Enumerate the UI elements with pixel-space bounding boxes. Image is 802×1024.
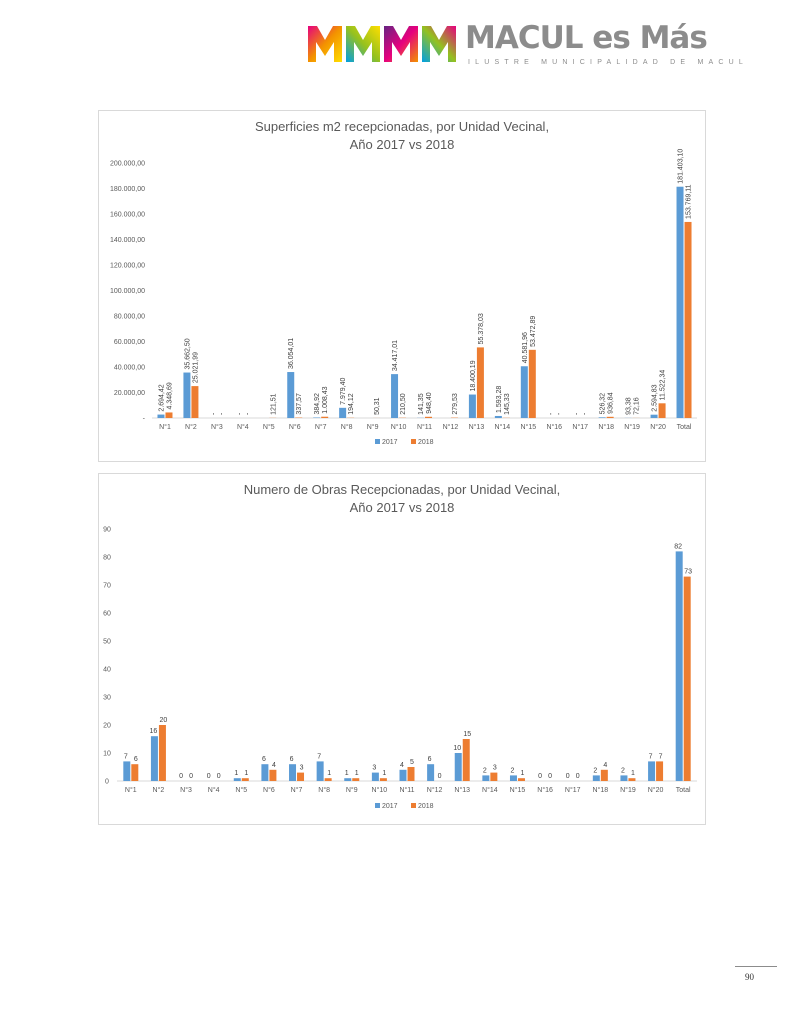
data-label-2018-N°18: 4 <box>603 761 608 769</box>
bar-2018-N°7 <box>321 417 328 418</box>
data-label-2018-N°18: 936,84 <box>607 392 615 414</box>
data-label-2018-N°12: 279,53 <box>451 393 459 415</box>
bar-2017-N°10 <box>391 374 398 418</box>
data-label-2018-N°9: 1 <box>354 770 359 778</box>
data-label-2017-N°20: 2.594,83 <box>651 384 659 412</box>
data-label-2018-N°19: 72,16 <box>633 397 641 415</box>
chart-obras <box>98 473 706 825</box>
bar-2017-N°13 <box>455 753 462 781</box>
data-label-2017-N°5: 1 <box>234 770 239 778</box>
chart-title: Superficies m2 recepcionadas, por Unidad Vecinal, <box>254 119 550 134</box>
data-label-2017-N°16: - <box>547 412 555 415</box>
data-label-2017-N°7: 384,92 <box>314 393 322 415</box>
y-tick-label: 120.000,00 <box>109 262 145 270</box>
bar-2017-N°11 <box>400 770 407 781</box>
bar-2018-N°15 <box>529 350 536 418</box>
x-tick-label: N°10 <box>390 424 407 431</box>
data-label-2017-N°3: 0 <box>179 773 184 780</box>
x-tick-label: N°5 <box>262 424 275 431</box>
x-tick-label: N°15 <box>509 787 526 794</box>
y-tick-label: 10 <box>103 750 111 758</box>
data-label-2018-N°16: 0 <box>548 773 553 780</box>
bar-2018-N°18 <box>607 417 614 418</box>
data-label-2018-N°12: 0 <box>437 773 442 780</box>
x-tick-label: N°13 <box>468 424 485 431</box>
y-tick-label: 60 <box>103 610 111 618</box>
x-tick-label: N°7 <box>290 787 303 794</box>
data-label-2018-N°10: 210,50 <box>400 393 408 415</box>
data-label-2017-N°18: 526,32 <box>599 392 607 415</box>
x-tick-label: N°20 <box>650 424 666 431</box>
y-tick-label: 180.000,00 <box>109 186 145 193</box>
chart-superficies <box>98 110 706 462</box>
bar-2018-N°9 <box>352 778 359 781</box>
bar-2018-N°20 <box>659 403 666 418</box>
x-tick-label: N°2 <box>152 787 165 794</box>
chart-superficies-svg <box>99 111 705 461</box>
bar-2018-N°15 <box>518 778 525 781</box>
x-tick-label: N°17 <box>572 424 589 431</box>
data-label-2017-N°1: 7 <box>123 753 128 761</box>
data-label-2018-N°10: 1 <box>382 770 387 778</box>
bar-2017-N°20 <box>648 761 655 781</box>
data-label-2018-N°15: 53.472,89 <box>529 315 537 347</box>
x-tick-label: N°14 <box>494 424 511 431</box>
data-label-2017-N°7: 6 <box>289 756 294 764</box>
bar-2017-N°10 <box>372 773 379 781</box>
bar-2017-N°14 <box>482 775 489 781</box>
bar-2017-N°15 <box>521 366 528 418</box>
x-tick-label: N°9 <box>345 787 358 794</box>
x-tick-label: N°11 <box>399 787 415 794</box>
x-tick-label: N°17 <box>564 787 581 794</box>
x-tick-label: N°6 <box>263 787 275 794</box>
data-label-2017-N°10: 34.417,01 <box>392 339 400 372</box>
data-label-2017-N°13: 18.400,19 <box>469 360 477 392</box>
bar-2018-N°13 <box>477 347 484 418</box>
data-label-2018-N°20: 11.522,34 <box>659 369 667 401</box>
data-label-2017-N°15: 40.581,96 <box>521 332 529 364</box>
y-tick-label: 30 <box>103 694 111 702</box>
data-label-2018-N°5: 121,51 <box>270 393 278 415</box>
bar-2018-N°2 <box>191 386 198 418</box>
bar-2017-N°6 <box>261 764 268 781</box>
bar-2017-N°2 <box>183 373 190 418</box>
x-tick-label: N°12 <box>426 787 443 794</box>
x-tick-label: N°11 <box>416 424 433 431</box>
x-tick-label: N°3 <box>180 787 192 794</box>
bar-2018-N°11 <box>425 417 432 418</box>
x-tick-label: N°1 <box>124 787 137 794</box>
data-label-2017-N°4: 0 <box>206 773 211 780</box>
bar-2018-N°6 <box>269 770 276 781</box>
bar-2018-N°1 <box>165 412 172 418</box>
data-label-2017-N°17: - <box>573 412 581 415</box>
header-logo <box>308 20 748 72</box>
legend-label-2018: 2018 <box>418 439 434 446</box>
y-tick-label: 50 <box>103 638 111 646</box>
data-label-2018-N°4: - <box>244 412 252 415</box>
y-tick-label: 40 <box>103 666 111 674</box>
data-label-2018-N°19: 1 <box>630 770 635 778</box>
legend-label-2017: 2017 <box>382 439 398 446</box>
x-tick-label: N°7 <box>314 424 327 431</box>
data-label-2018-N°11: 948,40 <box>426 392 433 414</box>
data-label-2018-N°20: 7 <box>658 753 663 761</box>
data-label-2017-N°14: 2 <box>482 767 487 775</box>
x-tick-label: N°14 <box>482 787 498 794</box>
data-label-2018-N°14: 145,33 <box>503 393 511 415</box>
legend-label-2017: 2017 <box>382 803 398 810</box>
bar-2017-N°15 <box>510 775 517 781</box>
y-tick-label: 160.000,00 <box>109 211 145 219</box>
y-tick-label: 140.000,00 <box>109 237 145 244</box>
data-label-2018-N°17: 0 <box>575 773 580 780</box>
bar-2018-N°10 <box>380 778 387 781</box>
legend-swatch-2018 <box>411 439 416 444</box>
data-label-2017-N°9: 1 <box>344 770 349 778</box>
x-tick-label: N°19 <box>620 787 636 794</box>
data-label-2017-N°8: 7 <box>317 753 322 761</box>
data-label-2018-N°8: 1 <box>327 770 332 778</box>
data-label-2017-N°13: 10 <box>453 745 462 752</box>
chart-title: Numero de Obras Recepcionadas, por Unidad Vecinal, <box>243 482 561 497</box>
y-tick-label: 60.000,00 <box>113 339 145 346</box>
bar-2017-Total <box>677 187 684 418</box>
mmmm-logo-icon <box>308 26 456 62</box>
chart-subtitle: Año 2017 vs 2018 <box>349 137 455 152</box>
x-tick-label: N°4 <box>236 424 249 431</box>
data-label-2018-N°13: 15 <box>463 731 472 738</box>
bar-2018-N°1 <box>131 764 138 781</box>
data-label-2017-N°8: 7.979,40 <box>340 377 348 405</box>
bar-2017-N°13 <box>469 395 476 418</box>
bar-2018-N°5 <box>242 778 249 781</box>
data-label-2017-N°2: 16 <box>149 728 158 736</box>
bar-2017-N°8 <box>339 408 346 418</box>
data-label-2018-N°8: 194,12 <box>348 393 356 415</box>
data-label-2018-N°13: 55.378,03 <box>477 313 485 345</box>
bar-2017-N°18 <box>593 775 600 781</box>
data-label-2018-N°2: 20 <box>159 717 168 724</box>
bar-2018-N°2 <box>159 725 166 781</box>
x-tick-label: N°8 <box>318 787 331 794</box>
page-number-rule <box>735 966 777 967</box>
bar-2018-N°18 <box>601 770 608 781</box>
bar-2017-N°1 <box>157 415 164 418</box>
x-tick-label: N°16 <box>537 787 553 794</box>
data-label-2018-N°4: 0 <box>216 773 221 780</box>
x-tick-label: N°16 <box>546 424 563 431</box>
bar-2017-N°7 <box>289 764 296 781</box>
bar-2018-Total <box>684 577 691 781</box>
y-tick-label: 70 <box>103 582 111 590</box>
data-label-2017-N°20: 7 <box>648 753 653 761</box>
data-label-2018-N°17: - <box>581 412 589 415</box>
data-label-2018-N°14: 3 <box>492 764 497 772</box>
y-tick-label: 200.000,00 <box>109 160 145 168</box>
x-tick-label: N°19 <box>624 424 640 431</box>
data-label-2018-Total: 73 <box>684 568 693 576</box>
data-label-2017-N°6: 36.054,01 <box>288 337 296 370</box>
bar-2017-N°12 <box>427 764 434 781</box>
data-label-2017-N°19: 2 <box>620 767 625 775</box>
y-tick-label: 20.000,00 <box>113 390 145 397</box>
x-tick-label: N°8 <box>340 424 353 431</box>
bar-2017-Total <box>676 551 683 781</box>
data-label-2017-N°6: 6 <box>261 756 266 764</box>
bar-2018-N°19 <box>628 778 635 781</box>
data-label-2018-N°9: 50,31 <box>374 397 382 415</box>
x-tick-label: N°15 <box>520 424 537 431</box>
x-tick-label: N°18 <box>592 787 609 794</box>
data-label-2018-N°2: 25.021,99 <box>192 351 200 384</box>
bar-2018-N°11 <box>408 767 415 781</box>
bar-2017-N°14 <box>495 416 502 418</box>
x-tick-label: N°6 <box>288 424 301 431</box>
data-label-2018-N°11: 5 <box>410 759 414 766</box>
x-tick-label: N°12 <box>442 424 459 431</box>
data-label-2017-N°15: 2 <box>510 767 515 775</box>
data-label-2018-N°1: 6 <box>133 756 138 764</box>
data-label-2017-N°18: 2 <box>593 767 598 775</box>
legend-swatch-2018 <box>411 803 416 808</box>
bar-2017-N°5 <box>234 778 241 781</box>
bar-2017-N°9 <box>344 778 351 781</box>
data-label-2018-N°1: 4.348,69 <box>166 382 174 410</box>
bar-2017-N°6 <box>287 372 294 418</box>
data-label-2017-Total: 181.403,10 <box>677 148 685 184</box>
x-tick-label: N°3 <box>211 424 223 431</box>
x-tick-label: N°13 <box>454 787 471 794</box>
bar-2018-N°14 <box>490 773 497 781</box>
data-label-2017-N°19: 93,38 <box>625 397 633 415</box>
data-label-2017-N°1: 2.694,42 <box>158 384 166 412</box>
y-tick-label: 90 <box>103 526 111 534</box>
y-tick-label: 80 <box>103 554 111 562</box>
data-label-2018-N°16: - <box>555 412 563 415</box>
data-label-2018-N°3: - <box>218 412 226 415</box>
y-tick-label: 80.000,00 <box>113 313 145 321</box>
data-label-2018-N°5: 1 <box>244 770 249 778</box>
legend-swatch-2017 <box>375 439 380 444</box>
y-tick-label: 0 <box>105 778 109 786</box>
x-tick-label: N°4 <box>207 787 220 794</box>
x-tick-label: Total <box>676 424 692 431</box>
data-label-2017-N°16: 0 <box>538 773 543 780</box>
data-label-2018-N°7: 3 <box>299 764 304 772</box>
x-tick-label: N°1 <box>159 424 171 431</box>
data-label-2018-N°15: 1 <box>520 770 525 778</box>
x-tick-label: N°10 <box>371 787 388 794</box>
data-label-2017-N°12: 6 <box>427 756 432 764</box>
y-tick-label: - <box>142 415 145 423</box>
y-tick-label: 40.000,00 <box>113 364 145 372</box>
data-label-2018-N°6: 4 <box>271 761 276 769</box>
chart-obras-svg <box>99 474 705 824</box>
brand-subtitle: ILUSTRE MUNICIPALIDAD DE MACUL <box>468 59 748 66</box>
data-label-2017-N°11: 141,35 <box>418 393 425 415</box>
data-label-2018-N°6: 337,57 <box>296 393 304 415</box>
x-tick-label: N°20 <box>647 787 664 794</box>
data-label-2017-N°10: 3 <box>372 764 377 772</box>
bar-2017-N°20 <box>651 415 658 418</box>
page-number: 90 <box>745 972 754 982</box>
bar-2017-N°8 <box>317 761 324 781</box>
data-label-2017-N°4: - <box>236 412 244 415</box>
x-tick-label: N°2 <box>185 424 197 431</box>
y-tick-label: 20 <box>103 722 111 730</box>
data-label-2017-N°14: 1.593,28 <box>495 385 503 413</box>
bar-2017-N°1 <box>123 761 130 781</box>
legend-label-2018: 2018 <box>418 803 434 810</box>
bar-2017-N°18 <box>599 417 606 418</box>
data-label-2018-N°3: 0 <box>189 773 194 780</box>
y-tick-label: 100.000,00 <box>109 288 145 295</box>
x-tick-label: N°9 <box>366 424 379 431</box>
x-tick-label: N°5 <box>235 787 248 794</box>
data-label-2017-N°11: 4 <box>400 761 404 769</box>
bar-2018-N°13 <box>463 739 470 781</box>
data-label-2018-N°7: 1.008,43 <box>322 386 330 414</box>
bar-2018-N°8 <box>325 778 332 781</box>
bar-2017-N°19 <box>620 775 627 781</box>
bar-2017-N°2 <box>151 736 158 781</box>
data-label-2018-Total: 153.769,11 <box>685 184 693 219</box>
legend-swatch-2017 <box>375 803 380 808</box>
x-tick-label: N°18 <box>598 424 614 431</box>
bar-2018-N°20 <box>656 761 663 781</box>
bar-2018-Total <box>685 222 692 418</box>
bar-2018-N°7 <box>297 773 304 781</box>
chart-subtitle: Año 2017 vs 2018 <box>349 500 455 515</box>
data-label-2017-N°3: - <box>210 412 218 415</box>
data-label-2017-N°17: 0 <box>565 773 570 780</box>
data-label-2017-Total: 82 <box>674 543 683 551</box>
brand-name: MACUL es Más <box>465 20 707 56</box>
data-label-2017-N°2: 35.662,50 <box>184 338 192 370</box>
x-tick-label: Total <box>675 787 691 794</box>
